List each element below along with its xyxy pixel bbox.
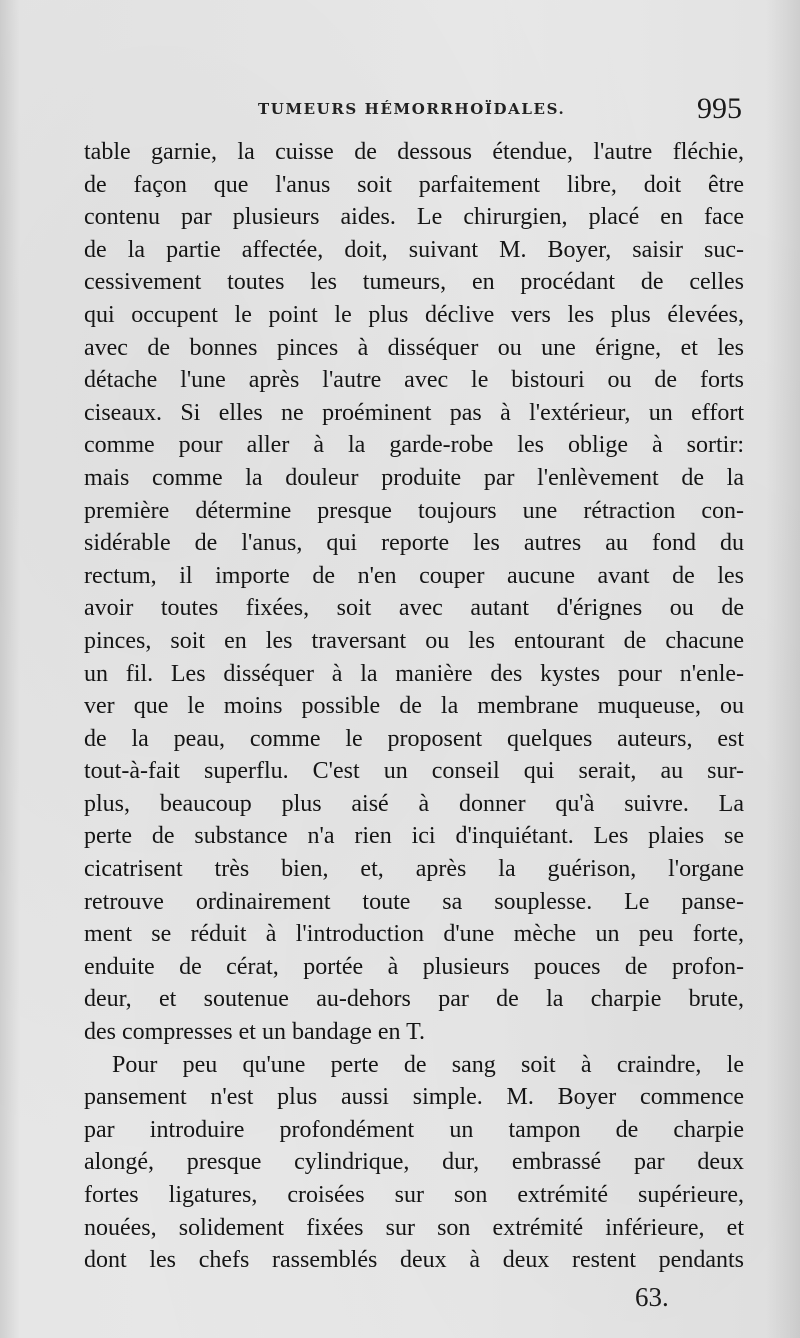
text-line: tout-à-fait superflu. C'est un conseil qui serait, au sur- xyxy=(84,758,744,785)
paragraph-start-line: Pour peu qu'une perte de sang soit à craindre, le xyxy=(112,1051,744,1078)
text-line: cessivement toutes les tumeurs, en procédant de celles xyxy=(84,269,744,296)
text-line: nouées, solidement fixées sur son extrémité inférieure, et xyxy=(84,1214,744,1241)
text-line: ment se réduit à l'introduction d'une mèche un peu forte, xyxy=(84,921,744,948)
text-line: ciseaux. Si elles ne proéminent pas à l'extérieur, un effort xyxy=(84,399,744,426)
page-edge-shadow xyxy=(766,0,800,1338)
text-line: avec de bonnes pinces à disséquer ou une érigne, et les xyxy=(84,334,744,361)
paragraph-end-line: des compresses et un bandage en T. xyxy=(84,1019,426,1046)
text-line: enduite de cérat, portée à plusieurs pouces de profon- xyxy=(84,953,744,980)
text-line: première détermine presque toujours une rétraction con- xyxy=(84,497,744,524)
text-line: mais comme la douleur produite par l'enlèvement de la xyxy=(84,464,744,491)
running-title: TUMEURS HÉMORRHOÏDALES. xyxy=(258,100,566,118)
text-line: ver que le moins possible de la membrane muqueuse, ou xyxy=(84,693,744,720)
text-line: de la peau, comme le proposent quelques auteurs, est xyxy=(84,725,744,752)
text-line: détache l'une après l'autre avec le bistouri ou de forts xyxy=(84,367,744,394)
text-line: table garnie, la cuisse de dessous étendue, l'autre fléchie, xyxy=(84,139,744,165)
text-line: alongé, presque cylindrique, dur, embrassé par deux xyxy=(84,1149,744,1176)
text-line: deur, et soutenue au-dehors par de la charpie brute, xyxy=(84,986,744,1013)
text-line: sidérable de l'anus, qui reporte les autres au fond du xyxy=(84,530,744,557)
text-line: dont les chefs rassemblés deux à deux restent pendants xyxy=(84,1247,744,1274)
page-number: 995 xyxy=(697,92,742,125)
text-line: retrouve ordinairement toute sa souplesse. Le panse- xyxy=(84,888,744,915)
text-line: de façon que l'anus soit parfaitement libre, doit être xyxy=(84,171,744,198)
text-line: avoir toutes fixées, soit avec autant d'érignes ou de xyxy=(84,595,744,622)
text-line: plus, beaucoup plus aisé à donner qu'à suivre. La xyxy=(84,790,744,817)
text-line: qui occupent le point le plus déclive vers les plus élevées, xyxy=(84,301,744,328)
text-line: contenu par plusieurs aides. Le chirurgien, placé en face xyxy=(84,204,744,231)
text-line: cicatrisent très bien, et, après la guérison, l'organe xyxy=(84,856,744,883)
text-line: perte de substance n'a rien ici d'inquiétant. Les plaies se xyxy=(84,823,744,850)
text-line: pansement n'est plus aussi simple. M. Boyer commence xyxy=(84,1084,744,1111)
text-line: comme pour aller à la garde-robe les oblige à sortir: xyxy=(84,432,744,459)
text-line: un fil. Les disséquer à la manière des kystes pour n'enle- xyxy=(84,660,744,687)
text-line: rectum, il importe de n'en couper aucune avant de les xyxy=(84,562,744,589)
text-line: par introduire profondément un tampon de charpie xyxy=(84,1116,744,1143)
text-line: fortes ligatures, croisées sur son extrémité supérieure, xyxy=(84,1182,744,1208)
body-text xyxy=(84,136,744,1277)
text-line: pinces, soit en les traversant ou les entourant de chacune xyxy=(84,627,744,654)
signature-mark: 63. xyxy=(635,1282,669,1312)
text-line: de la partie affectée, doit, suivant M. Boyer, saisir suc- xyxy=(84,236,744,263)
